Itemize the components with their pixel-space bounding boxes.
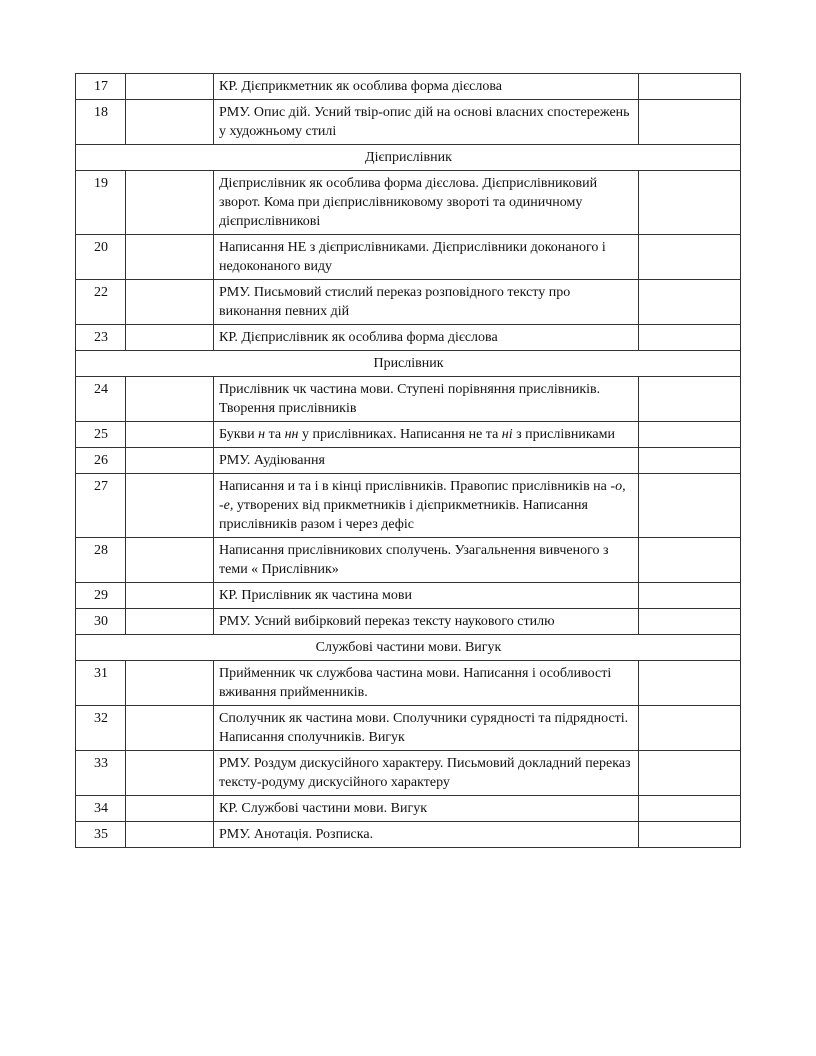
- date-cell: [126, 538, 214, 583]
- date-cell: [126, 661, 214, 706]
- note-cell: [639, 448, 741, 474]
- date-cell: [126, 474, 214, 538]
- lesson-topic: РМУ. Роздум дискусійного характеру. Письмовий докладний переказ тексту-родуму дискусійного характеру: [214, 751, 639, 796]
- section-heading: Службові частини мови. Вигук: [76, 635, 741, 661]
- lesson-topic: Прийменник чк службова частина мови. Написання і особливості вживання прийменників.: [214, 661, 639, 706]
- lesson-number: 24: [76, 377, 126, 422]
- date-cell: [126, 100, 214, 145]
- note-cell: [639, 171, 741, 235]
- date-cell: [126, 822, 214, 848]
- note-cell: [639, 377, 741, 422]
- lesson-number: 26: [76, 448, 126, 474]
- lesson-topic: КР. Службові частини мови. Вигук: [214, 796, 639, 822]
- lesson-plan-table: [75, 73, 741, 848]
- lesson-number: 29: [76, 583, 126, 609]
- lesson-number: 34: [76, 796, 126, 822]
- date-cell: [126, 609, 214, 635]
- note-cell: [639, 583, 741, 609]
- note-cell: [639, 474, 741, 538]
- italic-particle: ні: [501, 427, 513, 442]
- italic-suffixes: -о, -е,: [219, 479, 626, 513]
- lesson-topic: Букви н та нн у прислівниках. Написання не та ні з прислівниками: [214, 422, 639, 448]
- lesson-number: 33: [76, 751, 126, 796]
- lesson-number: 31: [76, 661, 126, 706]
- table-row: [76, 538, 741, 583]
- section-heading: Прислівник: [76, 351, 741, 377]
- lesson-topic: РМУ. Анотація. Розписка.: [214, 822, 639, 848]
- lesson-number: 22: [76, 280, 126, 325]
- date-cell: [126, 751, 214, 796]
- table-row: [76, 171, 741, 235]
- date-cell: [126, 74, 214, 100]
- section-row: [76, 145, 741, 171]
- date-cell: [126, 325, 214, 351]
- table-row: [76, 661, 741, 706]
- note-cell: [639, 235, 741, 280]
- lesson-number: 28: [76, 538, 126, 583]
- lesson-topic: РМУ. Усний вибірковий переказ тексту наукового стилю: [214, 609, 639, 635]
- table-row: [76, 706, 741, 751]
- table-row: [76, 583, 741, 609]
- section-row: [76, 351, 741, 377]
- lesson-topic: КР. Дієприслівник як особлива форма дієслова: [214, 325, 639, 351]
- date-cell: [126, 377, 214, 422]
- lesson-topic: РМУ. Аудіювання: [214, 448, 639, 474]
- note-cell: [639, 538, 741, 583]
- table-row: [76, 100, 741, 145]
- note-cell: [639, 422, 741, 448]
- table-row: [76, 448, 741, 474]
- lesson-topic: Дієприслівник як особлива форма дієслова. Дієприслівниковий зворот. Кома при дієприслівниковому звороті та одиничному дієприслівникові: [214, 171, 639, 235]
- note-cell: [639, 100, 741, 145]
- note-cell: [639, 74, 741, 100]
- table-row: [76, 751, 741, 796]
- table-row: [76, 609, 741, 635]
- lesson-number: 30: [76, 609, 126, 635]
- lesson-topic: РМУ. Опис дій. Усний твір-опис дій на основі власних спостережень у художньому стилі: [214, 100, 639, 145]
- date-cell: [126, 422, 214, 448]
- lesson-number: 27: [76, 474, 126, 538]
- lesson-topic: РМУ. Письмовий стислий переказ розповідного тексту про виконання певних дій: [214, 280, 639, 325]
- date-cell: [126, 448, 214, 474]
- lesson-number: 25: [76, 422, 126, 448]
- table-row: [76, 822, 741, 848]
- date-cell: [126, 235, 214, 280]
- lesson-number: 23: [76, 325, 126, 351]
- note-cell: [639, 609, 741, 635]
- lesson-number: 17: [76, 74, 126, 100]
- date-cell: [126, 583, 214, 609]
- table-row: [76, 325, 741, 351]
- date-cell: [126, 280, 214, 325]
- note-cell: [639, 280, 741, 325]
- lesson-topic: КР. Прислівник як частина мови: [214, 583, 639, 609]
- note-cell: [639, 661, 741, 706]
- lesson-topic: Написання прислівникових сполучень. Узагальнення вивченого з теми « Прислівник»: [214, 538, 639, 583]
- date-cell: [126, 171, 214, 235]
- table-row: [76, 474, 741, 538]
- lesson-number: 35: [76, 822, 126, 848]
- note-cell: [639, 706, 741, 751]
- note-cell: [639, 822, 741, 848]
- italic-letter: н: [258, 427, 266, 442]
- note-cell: [639, 325, 741, 351]
- table-row: [76, 280, 741, 325]
- lesson-topic: Сполучник як частина мови. Сполучники сурядності та підрядності. Написання сполучників. Вигук: [214, 706, 639, 751]
- lesson-number: 19: [76, 171, 126, 235]
- lesson-number: 32: [76, 706, 126, 751]
- lesson-topic: КР. Дієприкметник як особлива форма дієслова: [214, 74, 639, 100]
- date-cell: [126, 706, 214, 751]
- lesson-number: 20: [76, 235, 126, 280]
- lesson-topic: Прислівник чк частина мови. Ступені порівняння прислівників. Творення прислівників: [214, 377, 639, 422]
- lesson-topic: Написання НЕ з дієприслівниками. Дієприслівники доконаного і недоконаного виду: [214, 235, 639, 280]
- section-row: [76, 635, 741, 661]
- table-row: [76, 422, 741, 448]
- note-cell: [639, 751, 741, 796]
- table-row: [76, 235, 741, 280]
- table-row: [76, 74, 741, 100]
- lesson-topic: Написання и та і в кінці прислівників. Правопис прислівників на -о, -е, утворених від прикметників і дієприкметників. Написання прислівників разом і через дефіс: [214, 474, 639, 538]
- date-cell: [126, 796, 214, 822]
- note-cell: [639, 796, 741, 822]
- section-heading: Дієприслівник: [76, 145, 741, 171]
- italic-letters: нн: [284, 427, 299, 442]
- table-row: [76, 796, 741, 822]
- lesson-number: 18: [76, 100, 126, 145]
- table-row: [76, 377, 741, 422]
